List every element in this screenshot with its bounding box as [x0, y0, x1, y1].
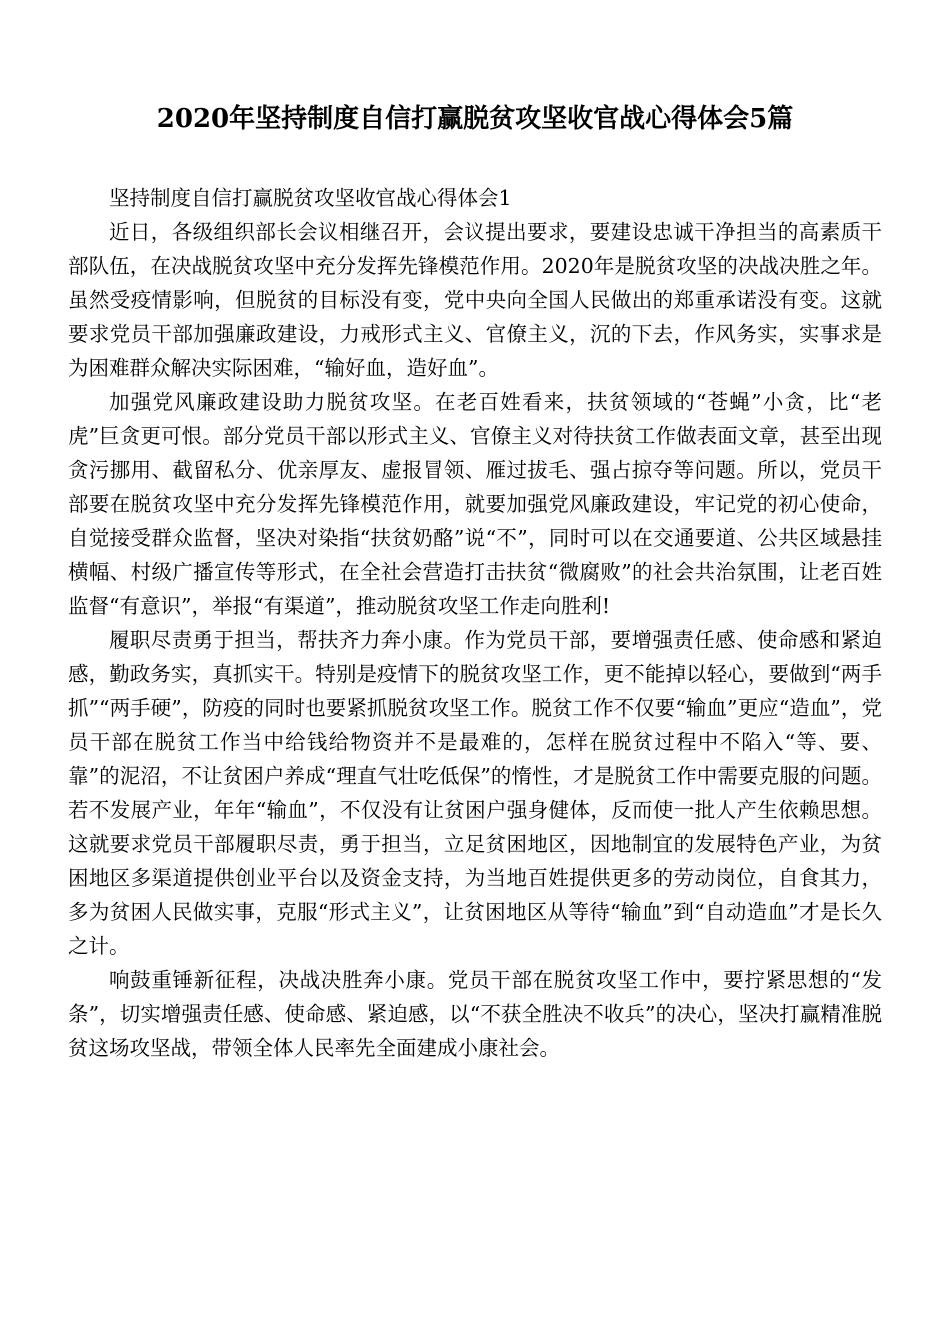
paragraph-subtitle: 坚持制度自信打赢脱贫攻坚收官战心得体会1 — [109, 186, 512, 210]
paragraph-conclusion: 响鼓重锤新征程，决战决胜奔小康。党员干部在脱贫攻坚工作中，要拧紧思想的“发条”，切实增强责任感、使命感、紧迫感，以“不获全胜决不收兵”的决心，坚决打赢精准脱贫这场攻坚战，带领全体人民率先全面建成小康社会。 — [68, 968, 882, 1060]
paragraph-intro: 近日，各级组织部长会议相继召开，会议提出要求，要建设忠诚干净担当的高素质干部队伍，在决战脱贫攻坚中充分发挥先锋模范作用。2020年是脱贫攻坚的决战决胜之年。虽然受疫情影响，但脱贫的目标没有变，党中央向全国人民做出的郑重承诺没有变。这就要求党员干部加强廉政建设，力戒形式主义、官僚主义，沉的下去，作风务实，实事求是为困难群众解决实际困难，“输好血，造好血”。 — [68, 220, 882, 380]
paragraph-integrity: 加强党风廉政建设助力脱贫攻坚。在老百姓看来，扶贫领域的“苍蝇”小贪，比“老虎”巨贪更可恨。部分党员干部以形式主义、官僚主义对待扶贫工作做表面文章，甚至出现贪污挪用、截留私分、优亲厚友、虚报冒领、雁过拔毛、强占掠夺等问题。所以，党员干部要在脱贫攻坚中充分发挥先锋模范作用，就要加强党风廉政建设，牢记党的初心使命，自觉接受群众监督，坚决对染指“扶贫奶酪”说“不”，同时可以在交通要道、公共区域悬挂横幅、村级广播宣传等形式，在全社会营造打击扶贫“微腐败”的社会共治氛围，让老百姓监督“有意识”，举报“有渠道”，推动脱贫攻坚工作走向胜利! — [68, 390, 882, 618]
paragraph-responsibility: 履职尽责勇于担当，帮扶齐力奔小康。作为党员干部，要增强责任感、使命感和紧迫感，勤政务实，真抓实干。特别是疫情下的脱贫攻坚工作，更不能掉以轻心，要做到“两手抓”“两手硬”，防疫的同时也要紧抓脱贫攻坚工作。脱贫工作不仅要“输血”更应“造血”，党员干部在脱贫工作当中给钱给物资并不是最难的，怎样在脱贫过程中不陷入“等、要、靠”的泥沼，不让贫困户养成“理直气壮吃低保”的惰性，才是脱贫工作中需要克服的问题。若不发展产业，年年“输血”，不仅没有让贫困户强身健体，反而使一批人产生依赖思想。这就要求党员干部履职尽责，勇于担当，立足贫困地区，因地制宜的发展特色产业，为贫困地区多渠道提供创业平台以及资金支持，为当地百姓提供更多的劳动岗位，自食其力，多为贫困人民做实事，克服“形式主义”，让贫困地区从等待“输血”到“自动造血”才是长久之计。 — [68, 628, 882, 958]
document-title: 2020年坚持制度自信打赢脱贫攻坚收官战心得体会5篇 — [156, 104, 794, 134]
document-body — [68, 181, 882, 1065]
